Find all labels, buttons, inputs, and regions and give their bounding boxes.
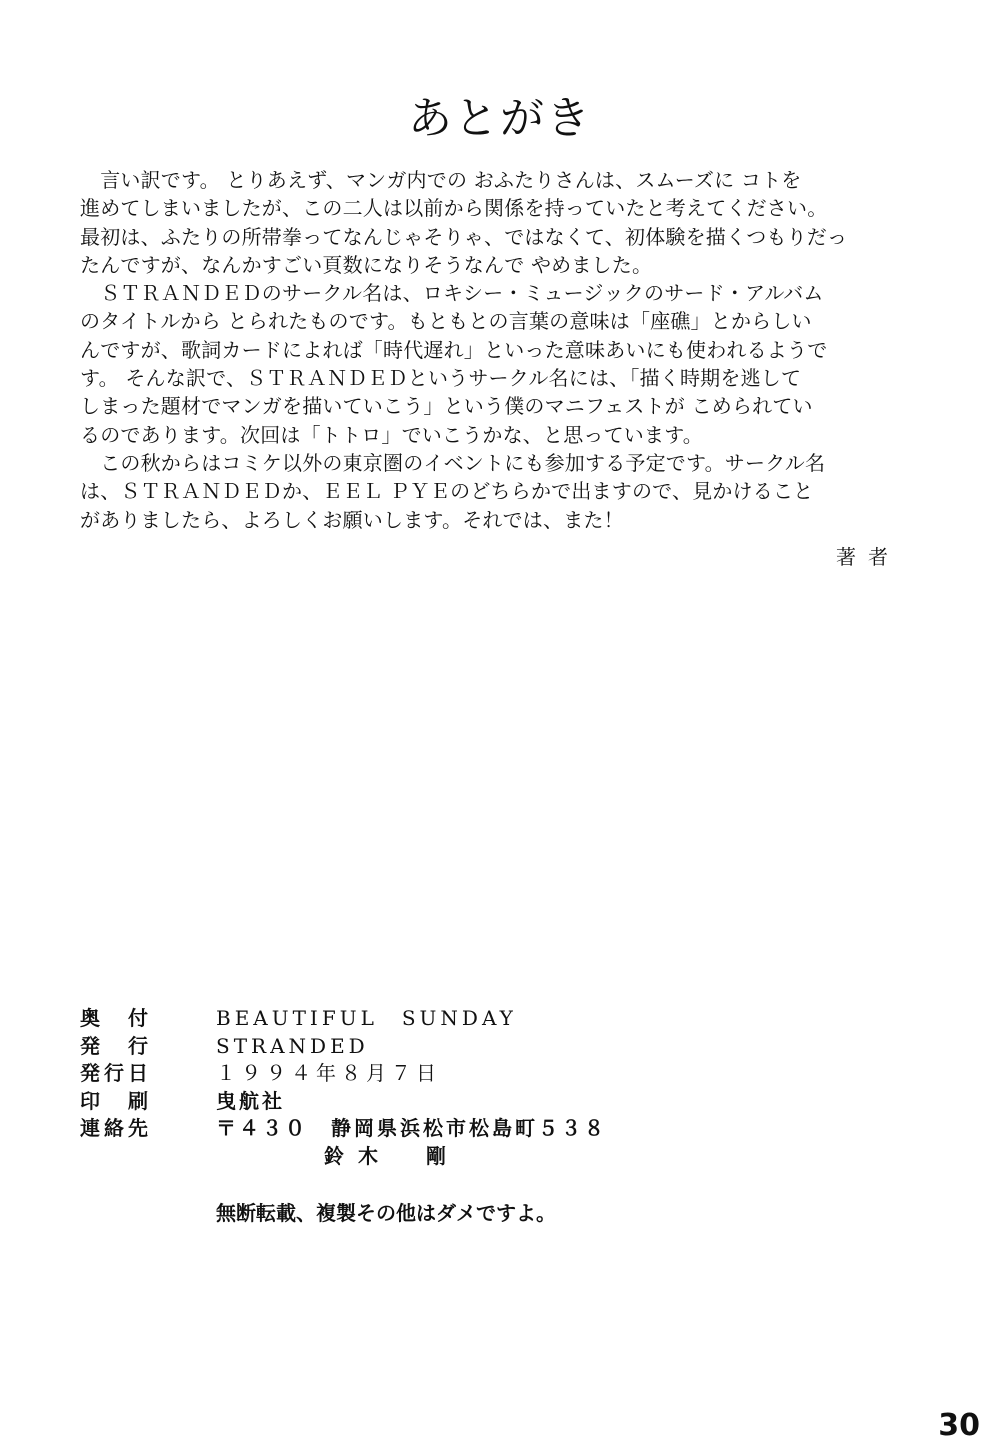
body-line: しまった題材でマンガを描いていこう」という僕のマニフェストが こめられてい (80, 394, 813, 419)
body-line: ＳＴＲＡＮＤＥＤのサークル名は、ロキシー・ミュージックのサード・アルバム (80, 281, 824, 306)
colophon-label: 奥付 (80, 1006, 148, 1030)
colophon-label: 発行日 (80, 1061, 148, 1085)
body-line: この秋からはコミケ以外の東京圏のイベントにも参加する予定です。サークル名 (80, 450, 826, 475)
body-line: 言い訳です。 とりあえず、マンガ内での おふたりさんは、スムーズに コトを (80, 168, 802, 192)
colophon-value: 〒４３０ 静岡県浜松市松島町５３８ (216, 1116, 607, 1140)
colophon-row-contact (80, 1115, 680, 1143)
colophon-row-printer (80, 1088, 680, 1116)
colophon (80, 1005, 680, 1170)
body-line: のタイトルから とられたものです。もともとの言葉の意味は「座礁」とからしい (80, 309, 812, 334)
colophon-row-contact-name (80, 1143, 680, 1171)
contact-name: 鈴木 剛 (324, 1143, 460, 1168)
afterword-body (80, 166, 940, 534)
colophon-label: 発行 (80, 1033, 148, 1058)
body-line: がありましたら、よろしくお願いします。それでは、また！ (80, 507, 624, 532)
colophon-row-publisher (80, 1033, 680, 1061)
body-line: 進めてしまいましたが、この二人は以前から関係を持っていたと考えてください。 (80, 196, 828, 221)
colophon-label: 印刷 (80, 1088, 148, 1113)
body-line: 最初は、ふたりの所帯拳ってなんじゃそりゃ、ではなくて、初体験を描くつもりだっ (80, 224, 848, 249)
body-line: たんですが、なんかすごい頁数になりそうなんで やめました。 (80, 252, 653, 277)
body-line: んですが、歌詞カードによれば「時代遅れ」といった意味あいにも使われるようで (80, 337, 828, 362)
colophon-value: １９９４年８月７日 (216, 1061, 441, 1085)
body-line: す。 そんな訳で、ＳＴＲＡＮＤＥＤというサークル名には、「描く時期を逃して (80, 366, 802, 391)
page-number: 30 (938, 1408, 980, 1443)
colophon-label: 連絡先 (80, 1116, 148, 1140)
colophon-row-title (80, 1005, 680, 1033)
colophon-value: 曳航社 (216, 1088, 285, 1113)
colophon-value: BEAUTIFUL SUNDAY (216, 1006, 517, 1030)
copyright-notice: 無断転載、複製その他はダメですよ。 (216, 1201, 556, 1225)
colophon-row-date (80, 1060, 680, 1088)
colophon-value: STRANDED (216, 1033, 369, 1058)
author-signature: 著者 (836, 545, 900, 569)
body-line: は、ＳＴＲＡＮＤＥＤか、ＥＥＬ ＰＹＥのどちらかで出ますので、見かけること (80, 479, 814, 504)
page-title: あとがき (408, 93, 592, 144)
body-line: るのであります。次回は「トトロ」でいこうかな、と思っています。 (80, 422, 703, 447)
